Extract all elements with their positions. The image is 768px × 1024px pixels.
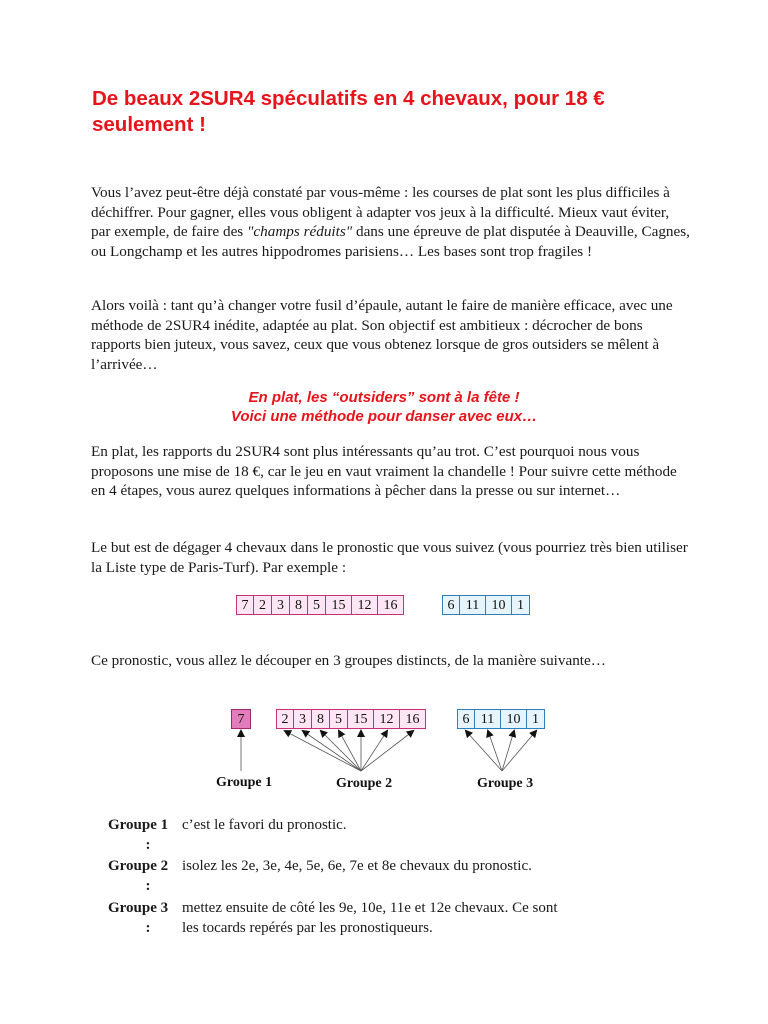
group1-label-text: Groupe 1 — [108, 817, 169, 833]
group2-box: 12 — [374, 709, 400, 729]
group3-arrow — [466, 731, 502, 771]
group3-description-label — [108, 898, 180, 938]
example-pink-box: 16 — [378, 595, 404, 615]
example-pink-box: 2 — [254, 595, 272, 615]
group3-box: 10 — [501, 709, 527, 729]
example-blue-box: 6 — [442, 595, 460, 615]
example-blue-box: 1 — [512, 595, 530, 615]
group1-description-text: c’est le favori du pronostic. — [182, 817, 347, 833]
example-pink-box: 12 — [352, 595, 378, 615]
group2-box: 2 — [276, 709, 294, 729]
group3-label: Groupe 3 — [477, 776, 534, 791]
group3-label-colon: : — [145, 920, 151, 936]
paragraph-intro-part-b: dans une épreuve de plat disputée à Deauville, Cagnes, ou Longchamp et les autres hippodromes parisiens… Les bases sont trop fragiles ! — [91, 223, 690, 260]
group1-label-colon: : — [145, 837, 151, 853]
group3-arrow — [502, 731, 536, 771]
example-blue-box: 10 — [486, 595, 512, 615]
group2-box: 5 — [330, 709, 348, 729]
group1-label: Groupe 1 — [216, 775, 273, 790]
group3-description-text: mettez ensuite de côté les 9e, 10e, 11e et 12e chevaux. Ce sont les tocards repérés par les pronostiqueurs. — [182, 900, 558, 936]
group2-arrow — [303, 731, 361, 771]
group3-box: 1 — [527, 709, 545, 729]
example-pink-box: 3 — [272, 595, 290, 615]
group2-box: 16 — [400, 709, 426, 729]
group2-description-label — [108, 856, 180, 896]
example-pink-box: 15 — [326, 595, 352, 615]
group2-box: 15 — [348, 709, 374, 729]
group2-arrow — [361, 731, 387, 771]
group2-box: 3 — [294, 709, 312, 729]
group2-box: 8 — [312, 709, 330, 729]
highlight-line-1: En plat, les “outsiders” sont à la fête ! — [248, 389, 520, 406]
group2-label-colon: : — [145, 878, 151, 894]
group3-arrow — [488, 731, 502, 771]
example-blue-box: 11 — [460, 595, 486, 615]
group2-label-text: Groupe 2 — [108, 858, 169, 874]
group3-box: 6 — [457, 709, 475, 729]
group2-arrow — [321, 731, 361, 771]
highlight-line-2: Voici une méthode pour danser avec eux… — [230, 408, 538, 425]
group3-box: 11 — [475, 709, 501, 729]
group2-label: Groupe 2 — [336, 776, 393, 791]
group1-favorite-box: 7 — [231, 709, 251, 729]
article-title: De beaux 2SUR4 spéculatifs en 4 chevaux, pour 18 € seulement ! — [92, 87, 605, 136]
paragraph-intro-emphasis: "champs réduits" — [247, 223, 353, 240]
paragraph-goal: Le but est de dégager 4 chevaux dans le pronostic que vous suivez (vous pourriez très bien utiliser la Liste type de Paris-Turf). Par exemple : — [91, 539, 688, 576]
paragraph-method: Alors voilà : tant qu’à changer votre fusil d’épaule, autant le faire de manière efficace, avec une méthode de 2SUR4 inédite, adaptée au plat. Son objectif est ambitieux : décrocher de bons rapports bien juteux, vous savez, ceux que vous obtenez lorsque de gros outsiders se mêlent à l’arrivée… — [91, 297, 673, 373]
paragraph-stake: En plat, les rapports du 2SUR4 sont plus intéressants qu’au trot. C’est pourquoi nous vous proposons une mise de 18 €, car le jeu en vaut vraiment la chandelle ! Pour suivre cette méthode en 4 étapes, vous aurez quelques informations à pêcher dans la presse ou sur internet… — [91, 443, 677, 499]
group1-description-label — [108, 815, 180, 855]
example-pink-box: 5 — [308, 595, 326, 615]
paragraph-intro-part-a: Vous l’avez peut-être déjà constaté par vous-même : les courses de plat sont les plus difficiles à déchiffrer. Pour gagner, elles vous obligent à adapter vos jeux à la difficulté. Mieux vaut éviter, par exemple, de faire des — [91, 184, 670, 240]
group3-arrow — [502, 731, 514, 771]
group2-arrow — [361, 731, 413, 771]
paragraph-split: Ce pronostic, vous allez le découper en 3 groupes distincts, de la manière suivante… — [91, 652, 606, 669]
group3-label-text: Groupe 3 — [108, 900, 169, 916]
example-pink-box: 8 — [290, 595, 308, 615]
example-pink-box: 7 — [236, 595, 254, 615]
group2-description-text: isolez les 2e, 3e, 4e, 5e, 6e, 7e et 8e chevaux du pronostic. — [182, 858, 532, 874]
